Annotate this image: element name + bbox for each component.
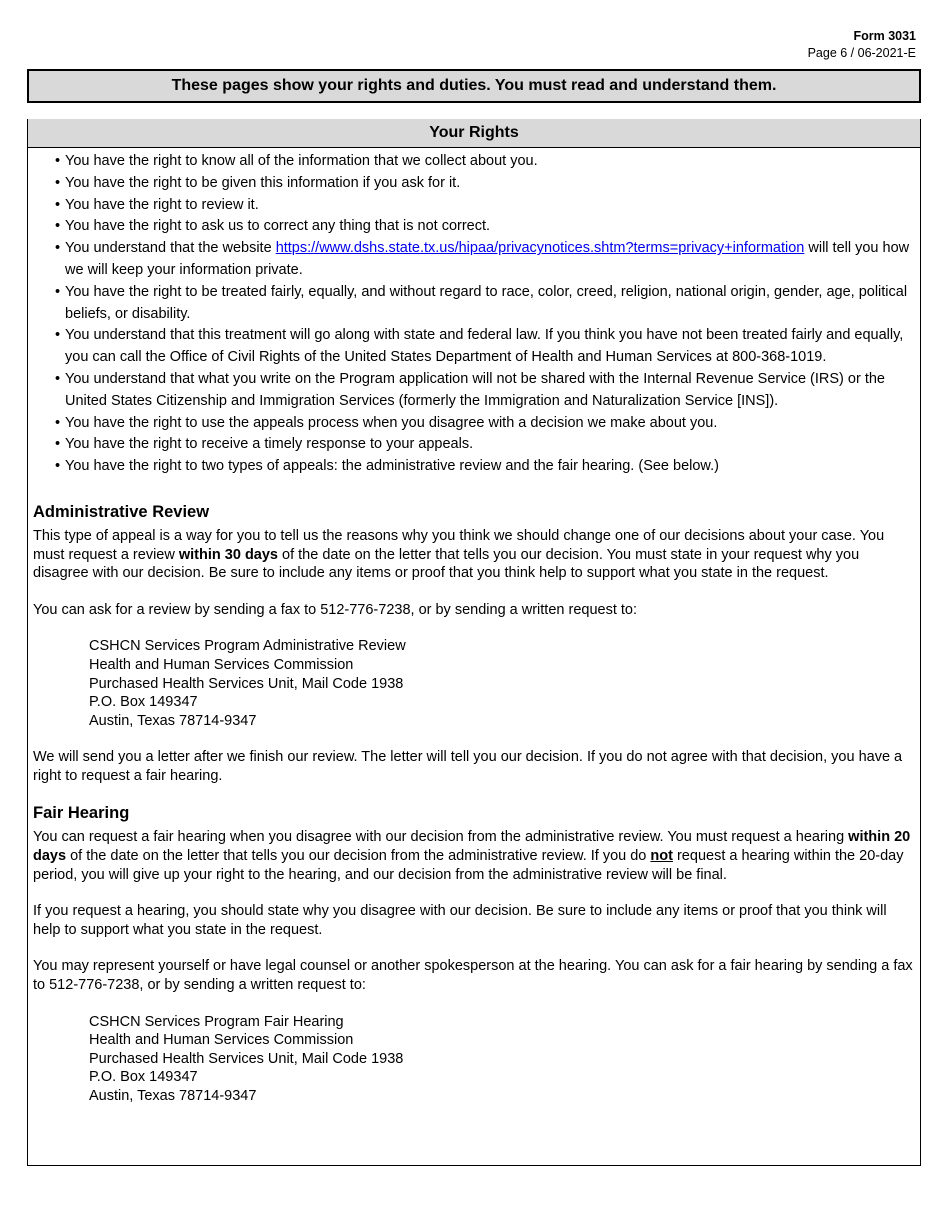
admin-review-paragraph-1: This type of appeal is a way for you to tell us the reasons why you think we should change one of our decisions about your case. You must request a review within 30 days of the date on the letter that tells you our decision. You must state in your request why you disagree with our decision. Be sure to include any items or proof that you think help to support what you state in the request. <box>33 527 885 582</box>
list-item: • You have the right to be treated fairly, equally, and without regard to race, color, creed, religion, national origin, gender, age, political beliefs, or disability. <box>55 283 908 322</box>
fair-hearing-paragraph-1: You can request a fair hearing when you disagree with our decision from the administrative review. You must request a hearing within 20 days of the date on the letter that tells you our decision from the administrative review. If you do not request a hearing within the 20-day period, you will give up your right to the hearing, and our decision from the administrative review will be final. <box>33 829 911 883</box>
admin-review-paragraph-2: You can ask for a review by sending a fax to 512-776-7238, or by sending a written request to: <box>33 601 638 618</box>
appeals-content <box>28 501 920 1106</box>
list-item: • You have the right to receive a timely response to your appeals. <box>55 436 474 453</box>
privacy-notice-link[interactable]: https://www.dshs.state.tx.us/hipaa/privacynotices.shtm?terms=privacy+information <box>275 240 805 257</box>
notice-banner: These pages show your rights and duties. You must read and understand them. <box>27 69 921 103</box>
form-number: Form 3031 <box>853 29 916 43</box>
heading-fair-hearing: Fair Hearing <box>33 804 130 823</box>
heading-administrative-review: Administrative Review <box>33 502 210 521</box>
section-title-your-rights: Your Rights <box>28 119 920 148</box>
list-item: • You understand that what you write on the Program application will not be shared with the Internal Revenue Service (IRS) or the United States Citizenship and Immigration Services (formerly the Immigration and Naturalization Service [INS]). <box>55 370 885 409</box>
fair-hearing-paragraph-2: If you request a hearing, you should state why you disagree with our decision. Be sure to include any items or proof that you think will help to support what you state in the request. <box>33 903 887 938</box>
list-item: • You have the right to be given this information if you ask for it. <box>55 174 461 191</box>
list-item: • You have the right to ask us to correct any thing that is not correct. <box>55 218 491 235</box>
list-item: • You understand that this treatment will go along with state and federal law. If you think you have not been treated fairly and equally, you can call the Office of Civil Rights of the United States Department of Health and Human Services at 800-368-1019. <box>55 327 904 366</box>
rights-list <box>28 148 920 478</box>
fair-hearing-address: CSHCN Services Program Fair Hearing Health and Human Services Commission Purchased Health Services Unit, Mail Code 1938 P.O. Box 149347 Austin, Texas 78714-9347 <box>89 1013 404 1105</box>
list-item: • You have the right to review it. <box>55 196 259 213</box>
page-number: Page 6 / 06-2021-E <box>807 46 916 60</box>
admin-review-address: CSHCN Services Program Administrative Review Health and Human Services Commission Purchased Health Services Unit, Mail Code 1938 P.O. Box 149347 Austin, Texas 78714-9347 <box>89 638 406 729</box>
list-item: • You have the right to use the appeals process when you disagree with a decision we make about you. <box>55 414 718 431</box>
list-item: • You have the right to know all of the information that we collect about you. <box>55 153 538 169</box>
fair-hearing-paragraph-3: You may represent yourself or have legal counsel or another spokesperson at the hearing. You can ask for a fair hearing by sending a fax to 512-776-7238, or by sending a written request to: <box>33 958 913 994</box>
list-item: • You have the right to two types of appeals: the administrative review and the fair hearing. (See below.) <box>55 458 719 475</box>
admin-review-paragraph-3: We will send you a letter after we finish our review. The letter will tell you our decision. If you do not agree with that decision, you have a right to request a fair hearing. <box>33 749 903 784</box>
list-item: • You understand that the website https://www.dshs.state.tx.us/hipaa/privacynotices.shtm?terms=privacy+information will tell you how we will keep your information private. <box>55 240 910 278</box>
form-meta <box>808 28 916 62</box>
content-frame <box>27 119 921 1166</box>
